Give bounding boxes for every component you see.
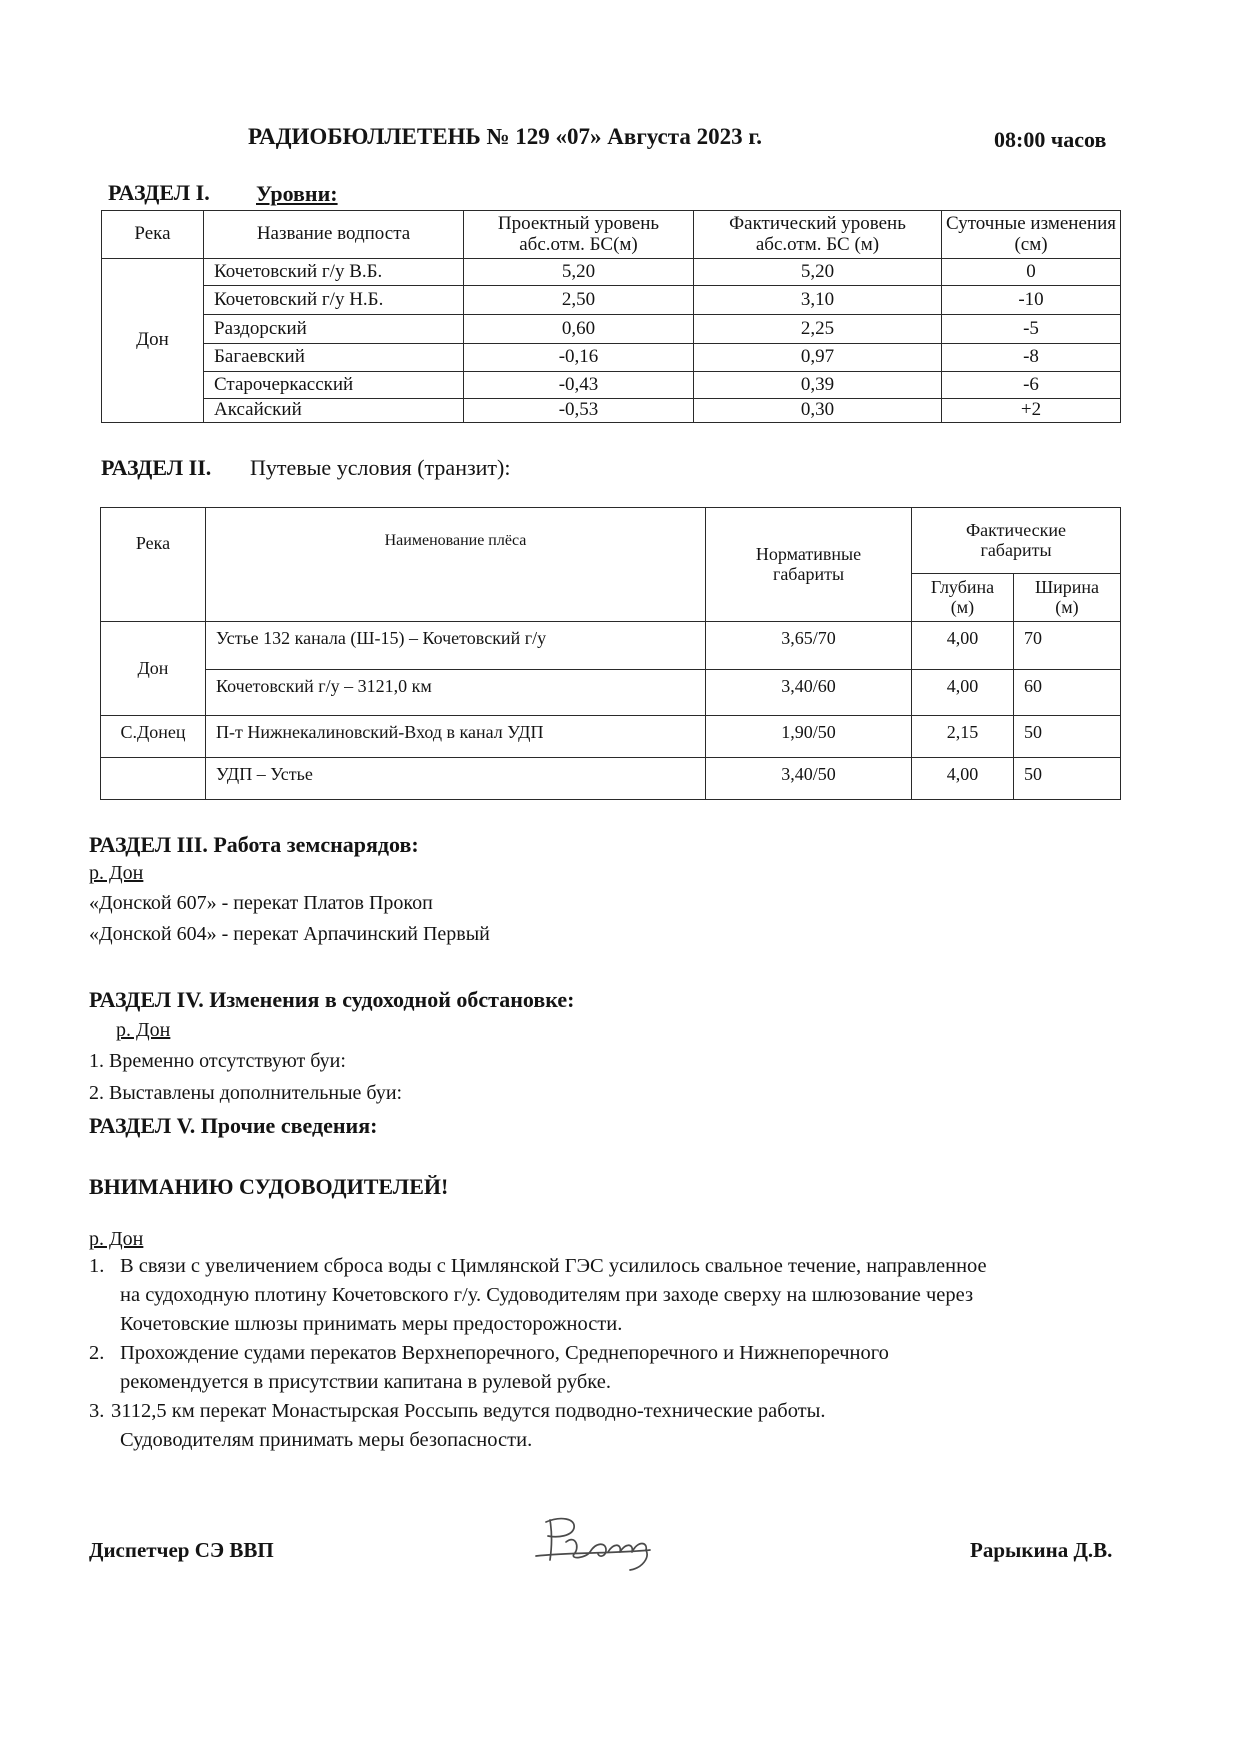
levels-actual: 0,30 (694, 399, 942, 423)
levels-actual: 3,10 (694, 286, 942, 315)
table-row (102, 286, 1121, 315)
levels-actual: 5,20 (694, 259, 942, 286)
route-conditions-table (100, 507, 1121, 800)
notice-line: рекомендуется в присутствии капитана в рулевой рубке. (120, 1371, 611, 1393)
table-row (102, 259, 1121, 286)
buoy-item: 1. Временно отсутствуют буи: (89, 1050, 346, 1072)
route-stretch: П-т Нижнекалиновский-Вход в канал УДП (206, 716, 706, 758)
notice-number: 2. (89, 1342, 105, 1364)
levels-design: 0,60 (464, 315, 694, 344)
section1-heading-number: РАЗДЕЛ I. (108, 180, 210, 205)
section1-heading-title: Уровни: (256, 181, 338, 206)
dispatcher-position: Диспетчер СЭ ВВП (89, 1538, 274, 1562)
route-river-cell: С.Донец (101, 716, 206, 758)
levels-post: Аксайский (204, 399, 464, 423)
dredger-item: «Донской 604» - перекат Арпачинский Первый (89, 923, 490, 945)
buoy-item: 2. Выставлены дополнительные буи: (89, 1082, 403, 1104)
notice-line: Судоводителям принимать меры безопасности. (120, 1429, 533, 1451)
route-stretch: Кочетовский г/у – 3121,0 км (206, 670, 706, 716)
route-width: 50 (1014, 716, 1121, 758)
notice-line: В связи с увеличением сброса воды с Цимлянской ГЭС усилилось свальное течение, направленное (120, 1255, 987, 1277)
levels-post: Кочетовский г/у Н.Б. (204, 286, 464, 315)
route-normative: 3,40/60 (706, 670, 912, 716)
table-row (102, 399, 1121, 423)
route-river-cell: Дон (101, 622, 206, 716)
route-river-cell (101, 758, 206, 800)
route-normative: 1,90/50 (706, 716, 912, 758)
notice-line: Кочетовские шлюзы принимать меры предосторожности. (120, 1313, 623, 1335)
route-col-river: Река (101, 508, 206, 622)
route-col-normative: Нормативные габариты (706, 508, 912, 622)
table-row (102, 315, 1121, 344)
dredger-item: «Донской 607» - перекат Платов Прокоп (89, 892, 433, 914)
route-col-depth: Глубина (м) (912, 574, 1014, 622)
levels-actual: 0,97 (694, 344, 942, 372)
levels-design: -0,43 (464, 372, 694, 399)
route-stretch: Устье 132 канала (Ш-15) – Кочетовский г/у (206, 622, 706, 670)
levels-post: Кочетовский г/у В.Б. (204, 259, 464, 286)
dispatcher-name: Рарыкина Д.В. (970, 1538, 1113, 1562)
table-row (101, 716, 1121, 758)
section4-river: р. Дон (116, 1019, 171, 1041)
signature (530, 1512, 690, 1576)
route-col-width: Ширина (м) (1014, 574, 1121, 622)
table-row (101, 670, 1121, 716)
notice-line: 3112,5 км перекат Монастырская Россыпь ведутся подводно-технические работы. (111, 1400, 826, 1422)
route-depth: 2,15 (912, 716, 1014, 758)
route-width: 60 (1014, 670, 1121, 716)
levels-col-change: Суточные изменения (см) (942, 211, 1121, 259)
levels-design: 2,50 (464, 286, 694, 315)
bulletin-time: 08:00 часов (994, 127, 1107, 152)
notice-number: 3. (89, 1400, 105, 1422)
table-row (101, 758, 1121, 800)
levels-post: Старочеркасский (204, 372, 464, 399)
section4-heading: РАЗДЕЛ IV. Изменения в судоходной обстановке: (89, 987, 575, 1012)
section3-river: р. Дон (89, 862, 144, 884)
levels-col-river: Река (102, 211, 204, 259)
levels-change: -5 (942, 315, 1121, 344)
section2-heading-title: Путевые условия (транзит): (250, 455, 511, 480)
levels-design: -0,16 (464, 344, 694, 372)
route-width: 50 (1014, 758, 1121, 800)
levels-change: +2 (942, 399, 1121, 423)
levels-change: 0 (942, 259, 1121, 286)
route-normative: 3,40/50 (706, 758, 912, 800)
levels-actual: 0,39 (694, 372, 942, 399)
levels-change: -10 (942, 286, 1121, 315)
section5-heading: РАЗДЕЛ V. Прочие сведения: (89, 1113, 378, 1138)
table-row (101, 622, 1121, 670)
route-depth: 4,00 (912, 670, 1014, 716)
route-col-stretch: Наименование плёса (206, 508, 706, 622)
notice-line: Прохождение судами перекатов Верхнепоречного, Среднепоречного и Нижнепоречного (120, 1342, 889, 1364)
route-col-actual: Фактические габариты (912, 508, 1121, 574)
levels-design: 5,20 (464, 259, 694, 286)
section3-heading: РАЗДЕЛ III. Работа земснарядов: (89, 832, 419, 857)
route-stretch: УДП – Устье (206, 758, 706, 800)
section2-heading-number: РАЗДЕЛ II. (101, 455, 212, 480)
notice-number: 1. (89, 1255, 105, 1277)
bulletin-title: РАДИОБЮЛЛЕТЕНЬ № 129 «07» Августа 2023 г. (248, 124, 762, 149)
notice-line: на судоходную плотину Кочетовского г/у. Судоводителям при заходе сверху на шлюзование через (120, 1284, 974, 1306)
table-row (102, 344, 1121, 372)
attention-river: р. Дон (89, 1228, 144, 1250)
route-normative: 3,65/70 (706, 622, 912, 670)
route-depth: 4,00 (912, 622, 1014, 670)
levels-post: Раздорский (204, 315, 464, 344)
levels-table (101, 210, 1121, 423)
table-row (102, 372, 1121, 399)
route-width: 70 (1014, 622, 1121, 670)
levels-col-post: Название водпоста (204, 211, 464, 259)
levels-actual: 2,25 (694, 315, 942, 344)
levels-change: -8 (942, 344, 1121, 372)
levels-col-design: Проектный уровень абс.отм. БС(м) (464, 211, 694, 259)
levels-change: -6 (942, 372, 1121, 399)
levels-col-actual: Фактический уровень абс.отм. БС (м) (694, 211, 942, 259)
route-depth: 4,00 (912, 758, 1014, 800)
levels-design: -0,53 (464, 399, 694, 423)
levels-river-cell: Дон (102, 259, 204, 423)
attention-heading: ВНИМАНИЮ СУДОВОДИТЕЛЕЙ! (89, 1174, 449, 1199)
levels-post: Багаевский (204, 344, 464, 372)
